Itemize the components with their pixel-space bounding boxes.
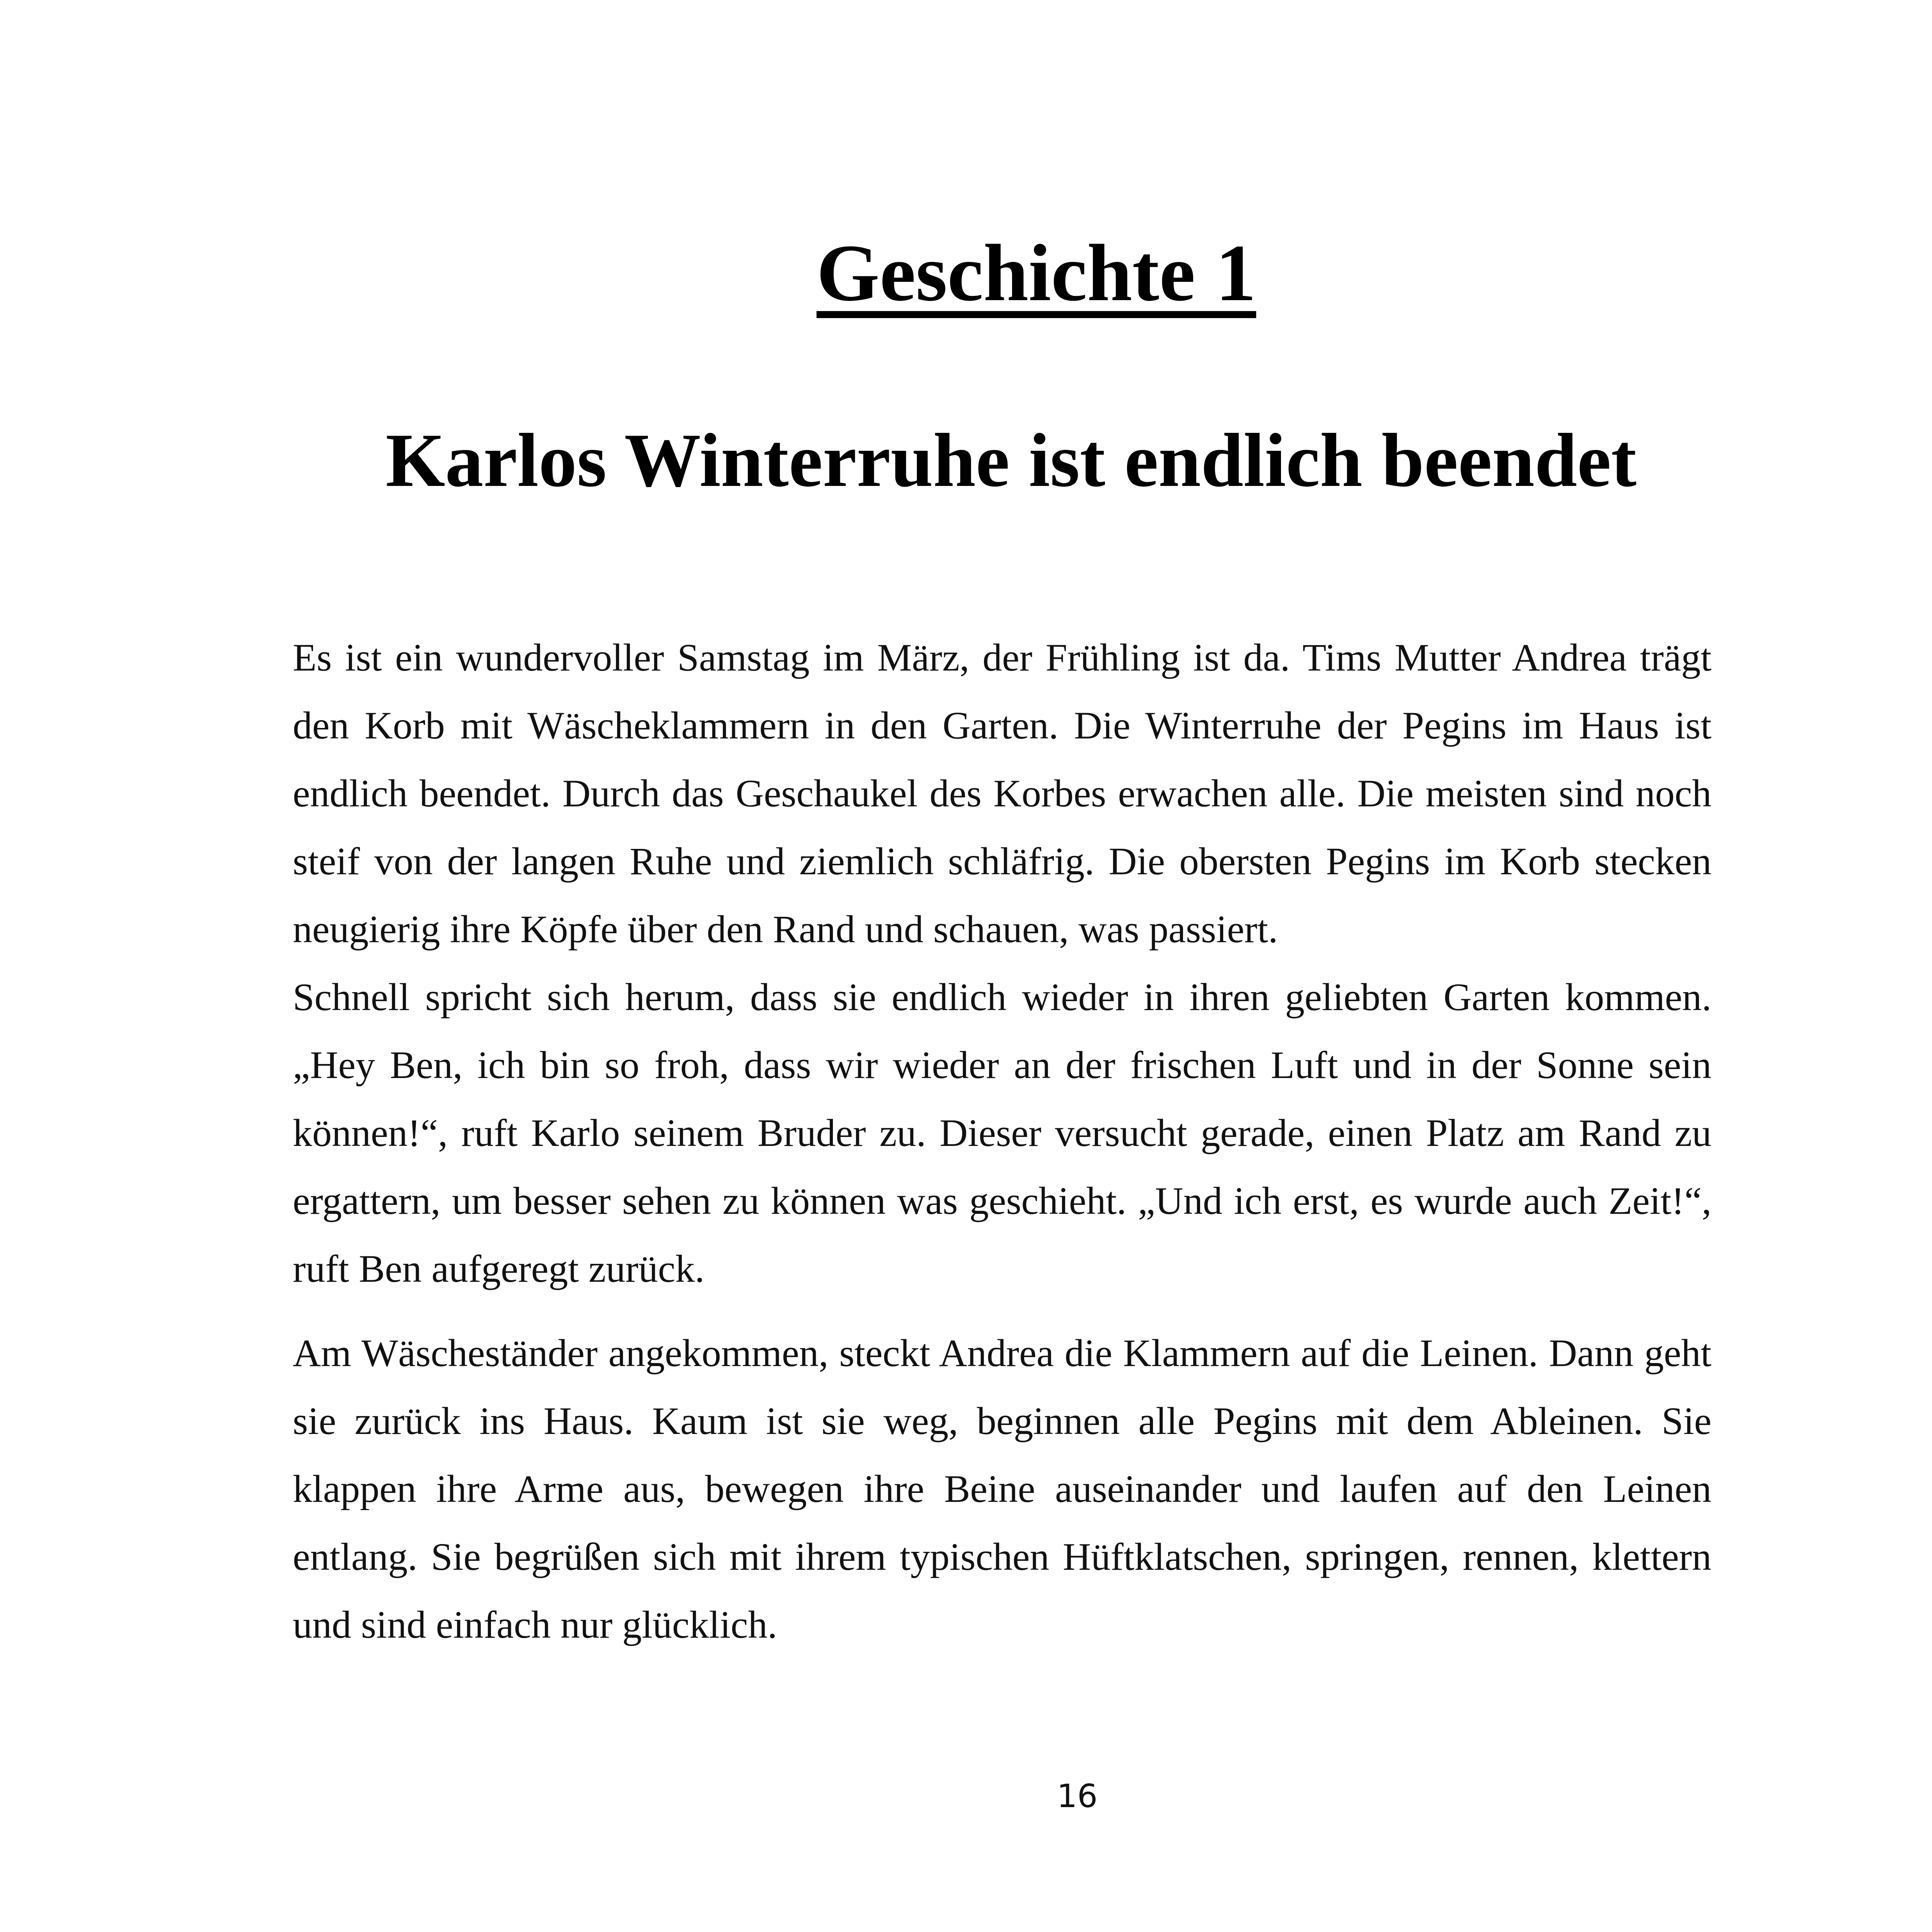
story-title: Karlos Winterruhe ist endlich beendet [386, 418, 1637, 503]
paragraph-2: Schnell spricht sich herum, dass sie endlich wieder in ihren geliebten Garten kommen. „Hey Ben, ich bin so froh, dass wir wieder an der frischen Luft und in der Sonne sein können!“, ruft Karlo seinem Bruder zu. Dieser versucht gerade, einen Platz am Rand zu ergattern, um besser sehen zu können was geschieht. „Und ich erst, es wurde auch Zeit!“, ruft Ben aufgeregt zurück. [293, 975, 1711, 1290]
page-number: 16 [1057, 1778, 1098, 1815]
paragraph-1: Es ist ein wundervoller Samstag im März, der Frühling ist da. Tims Mutter Andrea trägt den Korb mit Wäscheklammern in den Garten. Die Winterruhe der Pegins im Haus ist endlich beendet. Durch das Geschaukel des Korbes erwachen alle. Die meisten sind noch steif von der langen Ruhe und ziemlich schläfrig. Die obersten Pegins im Korb stecken neugierig ihre Köpfe über den Rand und schauen, was passiert. [293, 636, 1711, 951]
paragraph-3: Am Wäscheständer angekommen, steckt Andrea die Klammern auf die Leinen. Dann geht sie zurück ins Haus. Kaum ist sie weg, beginnen alle Pegins mit dem Ableinen. Sie klappen ihre Arme aus, bewegen ihre Beine auseinander und laufen auf den Leinen entlang. Sie begrüßen sich mit ihrem typischen Hüftklatschen, springen, rennen, klettern und sind einfach nur glücklich. [293, 1331, 1711, 1646]
chapter-heading: Geschichte 1 [817, 228, 1256, 318]
story-body [293, 624, 1711, 1659]
